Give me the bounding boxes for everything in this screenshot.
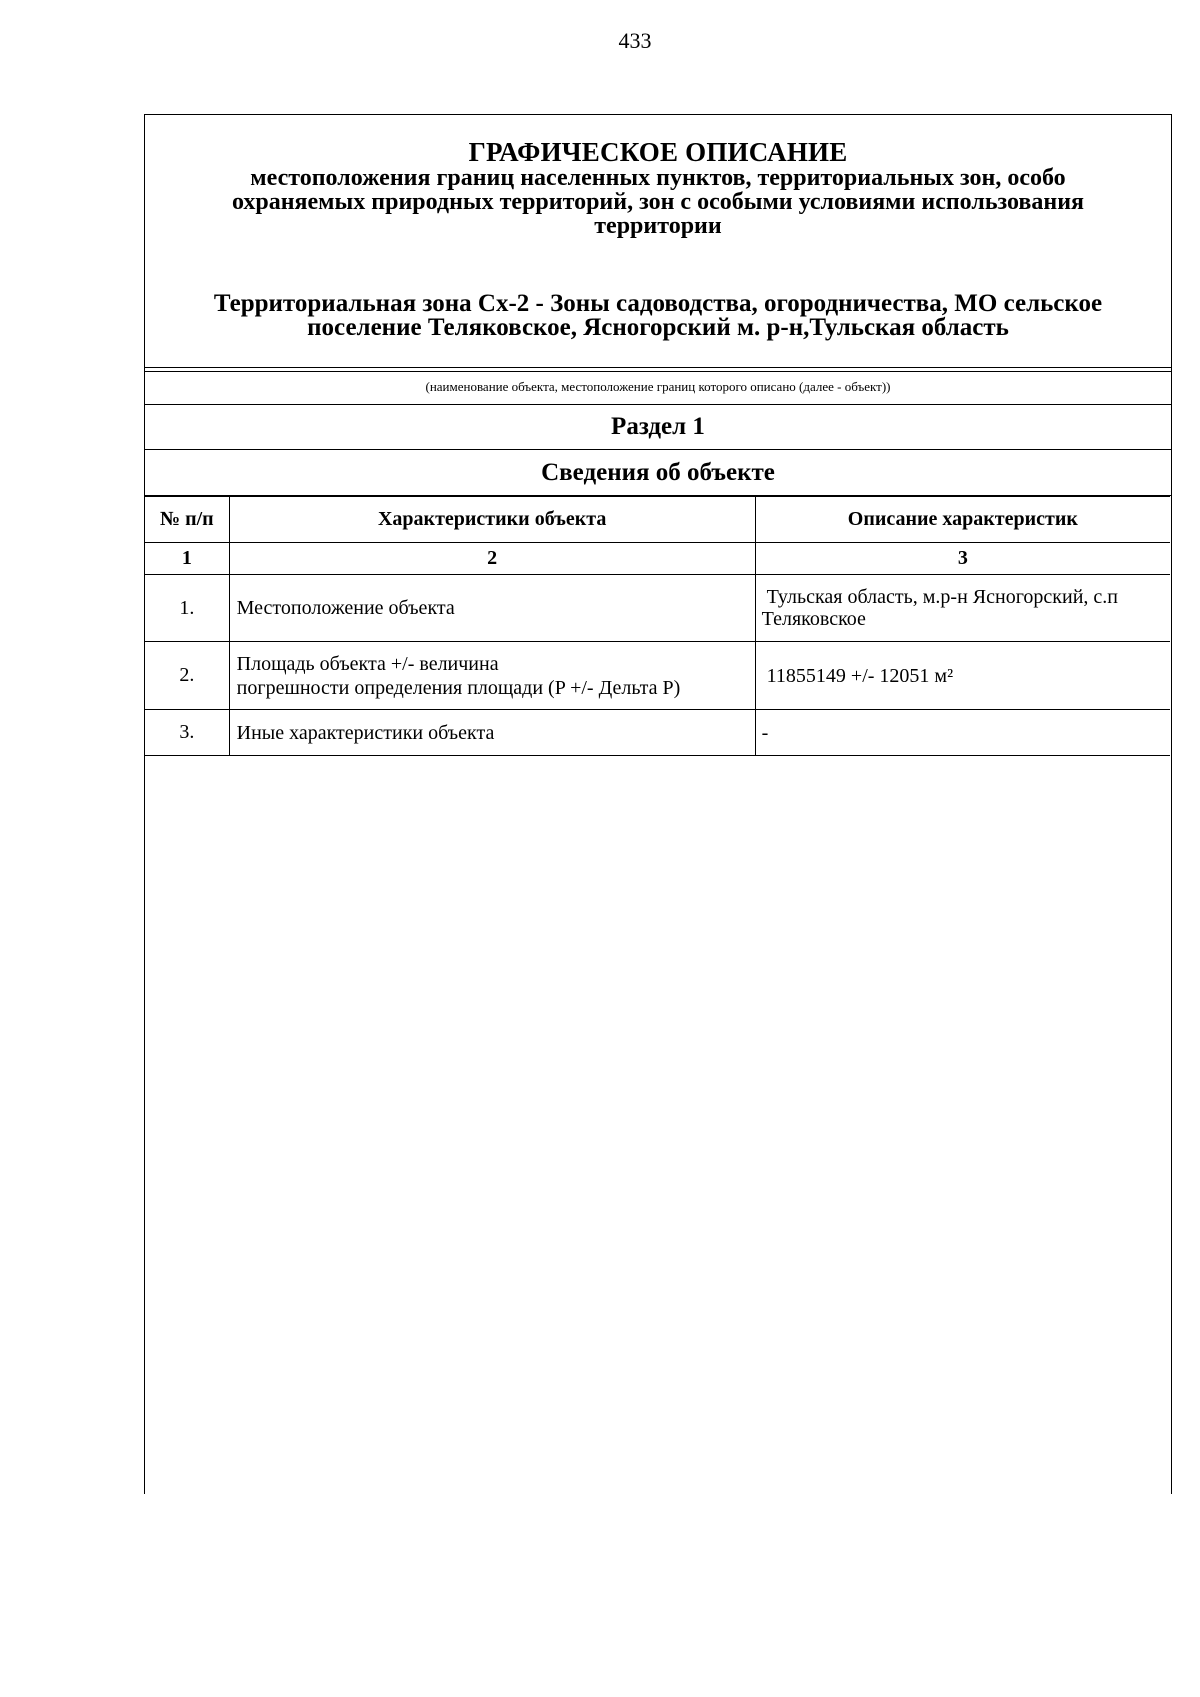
column-number: 1 <box>145 543 229 575</box>
document-subtitle <box>145 166 1171 238</box>
section-number: Раздел 1 <box>145 404 1171 450</box>
document-title: ГРАФИЧЕСКОЕ ОПИСАНИЕ <box>468 137 848 167</box>
section-name: Сведения об объекте <box>145 450 1171 496</box>
description-line: Теляковское <box>761 608 866 630</box>
table-header-row <box>145 497 1170 543</box>
description-line: - <box>761 721 769 744</box>
row-description <box>755 710 1170 756</box>
row-number: 2. <box>145 642 229 710</box>
column-numbers-row <box>145 543 1170 575</box>
column-header-number: № п/п <box>145 497 229 543</box>
document-header <box>145 115 1171 368</box>
zone-name-line: Территориальная зона Сх-2 - Зоны садоводства, огородничества, МО сельское <box>213 290 1103 317</box>
characteristic-line: Площадь объекта +/- величина <box>236 652 499 675</box>
description-line: 11855149 +/- 12051 м² <box>761 664 954 687</box>
row-characteristic <box>229 710 755 756</box>
table-row <box>145 642 1170 710</box>
table-row <box>145 575 1170 642</box>
page-number: 433 <box>618 28 652 53</box>
document-frame <box>144 114 1172 1494</box>
row-number: 3. <box>145 710 229 756</box>
column-number: 3 <box>755 543 1170 575</box>
column-header-characteristic: Характеристики объекта <box>229 497 755 543</box>
row-characteristic <box>229 575 755 642</box>
subtitle-line: охраняемых природных территорий, зон с особыми условиями использования <box>231 189 1085 215</box>
characteristic-line: погрешности определения площади (P +/- Дельта P) <box>236 676 681 699</box>
column-number: 2 <box>229 543 755 575</box>
row-description <box>755 575 1170 642</box>
row-description <box>755 642 1170 710</box>
subtitle-line: территории <box>594 213 722 239</box>
object-info-table <box>145 496 1170 756</box>
characteristic-line: Иные характеристики объекта <box>236 721 495 744</box>
column-header-description: Описание характеристик <box>755 497 1170 543</box>
row-number: 1. <box>145 575 229 642</box>
zone-name-line: поселение Теляковское, Ясногорский м. р-н,Тульская область <box>307 314 1009 341</box>
zone-name <box>145 292 1171 340</box>
characteristic-line: Местоположение объекта <box>236 597 455 619</box>
row-characteristic <box>229 642 755 710</box>
table-row <box>145 710 1170 756</box>
object-caption: (наименование объекта, местоположение границ которого описано (далее - объект)) <box>145 371 1171 405</box>
subtitle-line: местоположения границ населенных пунктов, территориальных зон, особо <box>250 165 1066 191</box>
description-line: Тульская область, м.р-н Ясногорский, с.п <box>761 586 1118 608</box>
